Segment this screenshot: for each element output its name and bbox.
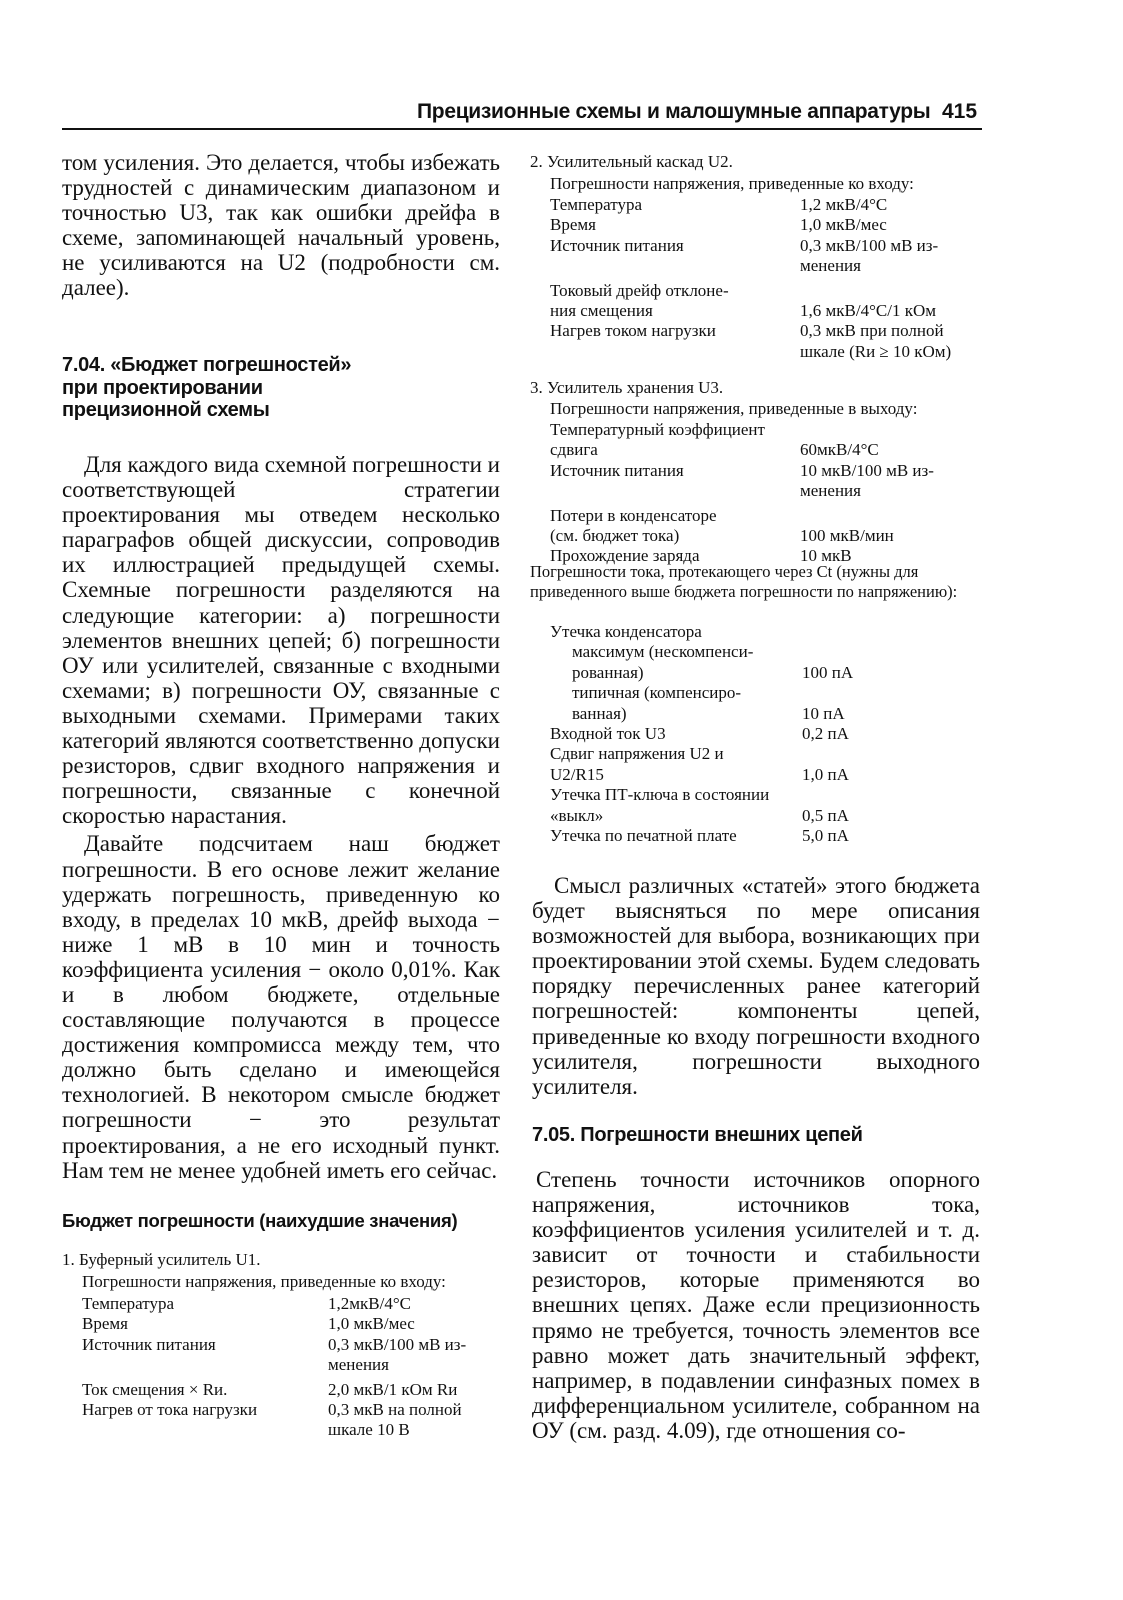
table-row: [550, 215, 980, 235]
row-label: (см. бюджет тока): [550, 525, 680, 545]
item1-table: [82, 1294, 512, 1441]
table-row: [82, 1400, 512, 1420]
table-row: [550, 663, 980, 683]
row-value: 0,2 пА: [802, 723, 849, 743]
row-value: 0,3 мкВ при полной: [800, 321, 944, 341]
row-value: 0,5 пА: [802, 805, 849, 825]
table-row: [550, 342, 980, 362]
item2-table: [550, 195, 980, 362]
row-label: Входной ток U3: [550, 723, 666, 743]
table-row: [550, 744, 980, 764]
left-column-paragraphs: [62, 452, 500, 1183]
current-note: Погрешности тока, протекающего через Ct (нужны для приведенного выше бюджета погрешности по напряжению):: [530, 562, 958, 602]
row-label: Прохождение заряда: [550, 546, 700, 566]
row-value: 10 мкВ: [800, 546, 852, 566]
row-value: 1,0 мкВ/мес: [328, 1314, 415, 1334]
row-value: менения: [328, 1355, 389, 1375]
paragraph-1: Для каждого вида схемной погрешности и соответствующей стратегии проектирования мы отведем несколько параграфов общей дискуссии, сопроводив их иллюстрацией предыдущей схемы. Схемные погрешности разделяются на следующие категории: а) погрешности элементов внешних цепей; б) погрешности ОУ или усилителей, связанные с входными схемами; в) погрешности ОУ, связанные с выходными схемами. Примерами таких категорий являются соответственно допуски резисторов, сдвиг входного напряжения и погрешности, связанные с конечной скоростью нарастания.: [62, 452, 500, 829]
table-row: [550, 236, 980, 256]
row-value: 1,2мкВ/4°С: [328, 1294, 411, 1313]
table-row: [82, 1420, 512, 1440]
row-value: 10 пА: [802, 703, 845, 723]
row-value: 5,0 пА: [802, 825, 849, 845]
table-row: [550, 195, 980, 215]
row-label: ванная): [572, 703, 627, 723]
row-label: Сдвиг напряжения U2 и: [550, 744, 724, 764]
table-row: [550, 622, 980, 642]
row-value: 0,3 мкВ/100 мВ из-: [800, 235, 939, 255]
budget-title: Бюджет погрешности (наихудшие значения): [62, 1210, 458, 1231]
row-label: Утечка ПТ-ключа в состоянии: [550, 785, 770, 805]
table-row: [82, 1335, 512, 1355]
row-label: Время: [82, 1314, 128, 1334]
table-row: [550, 683, 980, 703]
row-label: Температура: [82, 1294, 175, 1313]
row-label: Температура: [550, 195, 643, 214]
table-row: [550, 785, 980, 805]
table-row: [550, 826, 980, 846]
current-table: [550, 622, 980, 846]
row-value: менения: [800, 256, 861, 276]
row-label: Время: [550, 215, 596, 235]
table-row: [82, 1294, 512, 1314]
row-label: Ток смещения × Rи.: [82, 1379, 228, 1399]
row-value: 0,3 мкВ/100 мВ из-: [328, 1334, 467, 1354]
header-rule: [62, 128, 982, 130]
row-label: рованная): [572, 662, 644, 682]
row-value: 100 мкВ/мин: [800, 525, 894, 545]
row-value: 1,6 мкВ/4°С/1 кОм: [800, 300, 936, 320]
section-705-title: 7.05. Погрешности внешних цепей: [532, 1124, 863, 1146]
table-row: [550, 440, 980, 460]
row-value: 1,2 мкВ/4°С: [800, 195, 888, 214]
row-label: Нагрев током нагрузки: [550, 321, 716, 341]
table-row: [550, 526, 980, 546]
running-header: Прецизионные схемы и малошумные аппаратуры: [417, 100, 931, 123]
row-label: U2/R15: [550, 764, 604, 784]
paragraph-3: Смысл различных «статей» этого бюджета будет выясняться по мере описания возможностей для выбора, возникающих при проектировании этой схемы. Будем следовать порядку перечисленных ранее категорий погрешностей: компоненты цепей, приведенные ко входу погрешности входного усилителя, погрешности выходного усилителя.: [532, 873, 980, 1099]
table-row: [550, 420, 980, 440]
table-row: [550, 724, 980, 744]
row-label: типичная (компенсиро-: [572, 683, 742, 703]
table-row: [550, 321, 980, 341]
row-value: 2,0 мкВ/1 кОм Rи: [328, 1379, 458, 1399]
item1-title: 1. Буферный усилитель U1.: [62, 1250, 261, 1269]
row-label: «выкл»: [550, 805, 604, 825]
table-row: [550, 481, 980, 501]
paragraph-2: Давайте подсчитаем наш бюджет погрешности. В его основе лежит желание удержать погрешность, приведенную ко входу, в пределах 10 мкВ, дрейф выхода − ниже 1 мВ в 10 мин и точность коэффициента усиления − около 0,01%. Как и в любом бюджете, отдельные составляющие получаются в процессе достижения компромисса между тем, что должно быть сделано и имеющейся технологией. В некотором смысле бюджет погрешности − это результат проектирования, а не его исходный пункт. Нам тем не менее удобней иметь его сейчас.: [62, 831, 500, 1183]
table-row: [550, 461, 980, 481]
row-value: шкале 10 В: [328, 1420, 410, 1440]
intro-paragraph: том усиления. Это делается, чтобы избежать трудностей с динамическим диапазоном и точностью U3, так как ошибки дрейфа в схеме, запоминающей начальный уровень, не усиливаются на U2 (подробности см. далее).: [62, 150, 500, 301]
table-row: [550, 281, 980, 301]
paragraph-4: Степень точности источников опорного напряжения, источников тока, коэффициентов усиления усилителей и т. д. зависит от точности и стабильности резисторов, которые применяются во внешних цепях. Даже если прецизионность прямо не требуется, точность элементов все равно может дать значительный эффект, например, в подавлении синфазных помех в дифференциальном усилителе, собранном на ОУ (см. разд. 4.09), где отношения со-: [532, 1167, 980, 1443]
table-row: [550, 506, 980, 526]
row-label: Источник питания: [550, 235, 684, 255]
row-value: шкале (Rи ≥ 10 кОм): [800, 341, 952, 361]
table-row: [550, 301, 980, 321]
row-value: 1,0 пА: [802, 764, 849, 784]
row-label: Утечка конденсатора: [550, 622, 702, 641]
row-label: Источник питания: [82, 1334, 216, 1354]
row-label: ния смещения: [550, 300, 653, 320]
table-row: [550, 704, 980, 724]
item3-subtitle: Погрешности напряжения, приведенные в выходу:: [550, 399, 918, 418]
row-label: сдвига: [550, 440, 598, 460]
item1-subtitle: Погрешности напряжения, приведенные ко входу:: [82, 1272, 446, 1291]
table-row: [82, 1355, 512, 1375]
row-value: менения: [800, 481, 861, 501]
row-label: максимум (нескомпенси-: [572, 642, 754, 662]
item3-table: [550, 420, 980, 567]
table-row: [82, 1380, 512, 1400]
item2-subtitle: Погрешности напряжения, приведенные ко входу:: [550, 174, 914, 193]
row-value: 0,3 мкВ на полной: [328, 1399, 462, 1419]
item2-title: 2. Усилительный каскад U2.: [530, 152, 733, 171]
row-value: 100 пА: [802, 662, 854, 682]
row-label: Источник питания: [550, 460, 684, 480]
row-value: 10 мкВ/100 мВ из-: [800, 460, 934, 480]
table-row: [550, 806, 980, 826]
row-value: 60мкВ/4°С: [800, 440, 879, 460]
table-row: [550, 642, 980, 662]
row-label: Нагрев от тока нагрузки: [82, 1399, 258, 1419]
table-row: [550, 256, 980, 276]
row-label: Утечка по печатной плате: [550, 825, 737, 845]
item3-title: 3. Усилитель хранения U3.: [530, 378, 724, 397]
table-row: [82, 1314, 512, 1334]
table-row: [550, 765, 980, 785]
row-label: Токовый дрейф отклоне-: [550, 280, 729, 300]
row-value: 1,0 мкВ/мес: [800, 215, 887, 235]
row-label: Температурный коэффициент: [550, 420, 765, 439]
section-704-title: 7.04. «Бюджет погрешностей» при проектировании прецизионной схемы: [62, 354, 352, 421]
row-label: Потери в конденсаторе: [550, 505, 717, 525]
page-number: 415: [942, 100, 978, 123]
